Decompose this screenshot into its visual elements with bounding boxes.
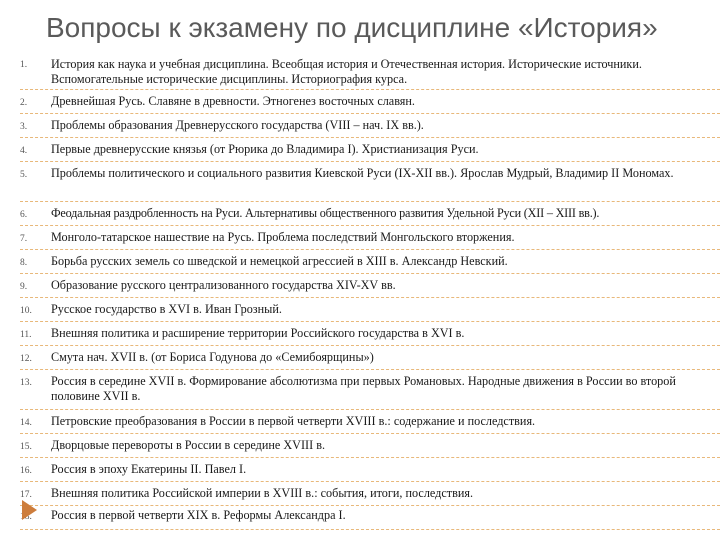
question-row — [20, 298, 720, 322]
question-text: Образование русского централизованного государства XIV-XV вв. — [51, 278, 396, 292]
question-number: 8. — [20, 258, 28, 268]
question-number: 15. — [20, 442, 32, 452]
question-number: 18. — [20, 512, 32, 522]
question-number: 4. — [20, 146, 28, 156]
question-number: 12. — [20, 354, 32, 364]
question-text: Дворцовые перевороты в России в середине XVIII в. — [51, 438, 325, 452]
question-number: 11. — [20, 330, 32, 340]
question-text: История как наука и учебная дисциплина. Всеобщая история и Отечественная история. Исторические источники. Вспомогательные исторические дисциплины. Историография курса. — [51, 57, 642, 86]
question-number: 5. — [20, 170, 28, 180]
question-text: Петровские преобразования в России в первой четверти XVIII в.: содержание и последствия. — [51, 414, 536, 428]
question-row — [20, 50, 720, 90]
question-text: Русское государство в XVI в. Иван Грозный. — [51, 302, 282, 316]
question-number: 13. — [20, 378, 32, 388]
question-text: Первые древнерусские князья (от Рюрика до Владимира I). Христианизация Руси. — [51, 142, 479, 156]
question-number: 10. — [20, 306, 32, 316]
question-text: Россия в первой четверти XIX в. Реформы Александра I. — [51, 508, 346, 522]
question-row — [20, 370, 720, 410]
question-row — [20, 458, 720, 482]
question-row — [20, 202, 720, 226]
bullet-arrow-icon — [22, 500, 37, 520]
question-row — [20, 346, 720, 370]
page-title: Вопросы к экзамену по дисциплине «История» — [46, 12, 658, 43]
question-row — [20, 90, 720, 114]
question-text: Феодальная раздробленность на Руси. Альтернативы общественного развития Удельной Руси (XII – XIII вв.). — [51, 206, 600, 220]
question-number: 3. — [20, 122, 28, 132]
question-number: 14. — [20, 418, 32, 428]
question-row — [20, 138, 720, 162]
question-text: Внешняя политика и расширение территории Российского государства в XVI в. — [51, 326, 465, 340]
question-text: Монголо-татарское нашествие на Русь. Проблема последствий Монгольского вторжения. — [51, 230, 515, 244]
question-row — [20, 506, 720, 530]
question-row — [20, 482, 720, 506]
question-row — [20, 434, 720, 458]
question-number: 1. — [20, 60, 28, 70]
question-row — [20, 114, 720, 138]
question-row — [20, 226, 720, 250]
question-number: 17. — [20, 490, 32, 500]
questions-table — [20, 50, 720, 530]
question-text: Борьба русских земель со шведской и немецкой агрессией в XIII в. Александр Невский. — [51, 254, 508, 268]
question-text: Россия в эпоху Екатерины II. Павел I. — [51, 462, 247, 476]
question-row — [20, 250, 720, 274]
question-text: Проблемы образования Древнерусского государства (VIII – нач. IX вв.). — [51, 118, 424, 132]
question-text: Проблемы политического и социального развития Киевской Руси (IX-XII вв.). Ярослав Мудрый, Владимир II Мономах. — [51, 166, 674, 180]
question-row — [20, 274, 720, 298]
question-number: 16. — [20, 466, 32, 476]
question-row — [20, 410, 720, 434]
question-row — [20, 162, 720, 202]
question-text: Россия в середине XVII в. Формирование абсолютизма при первых Романовых. Народные движения в России во второй половине XVII в. — [51, 374, 676, 403]
question-number: 2. — [20, 98, 28, 108]
question-text: Древнейшая Русь. Славяне в древности. Этногенез восточных славян. — [51, 94, 415, 108]
question-text: Смута нач. XVII в. (от Бориса Годунова до «Семибоярщины») — [51, 350, 374, 364]
question-row — [20, 322, 720, 346]
question-text: Внешняя политика Российской империи в XVIII в.: события, итоги, последствия. — [51, 486, 474, 500]
question-number: 6. — [20, 210, 28, 220]
question-number: 7. — [20, 234, 28, 244]
question-number: 9. — [20, 282, 28, 292]
